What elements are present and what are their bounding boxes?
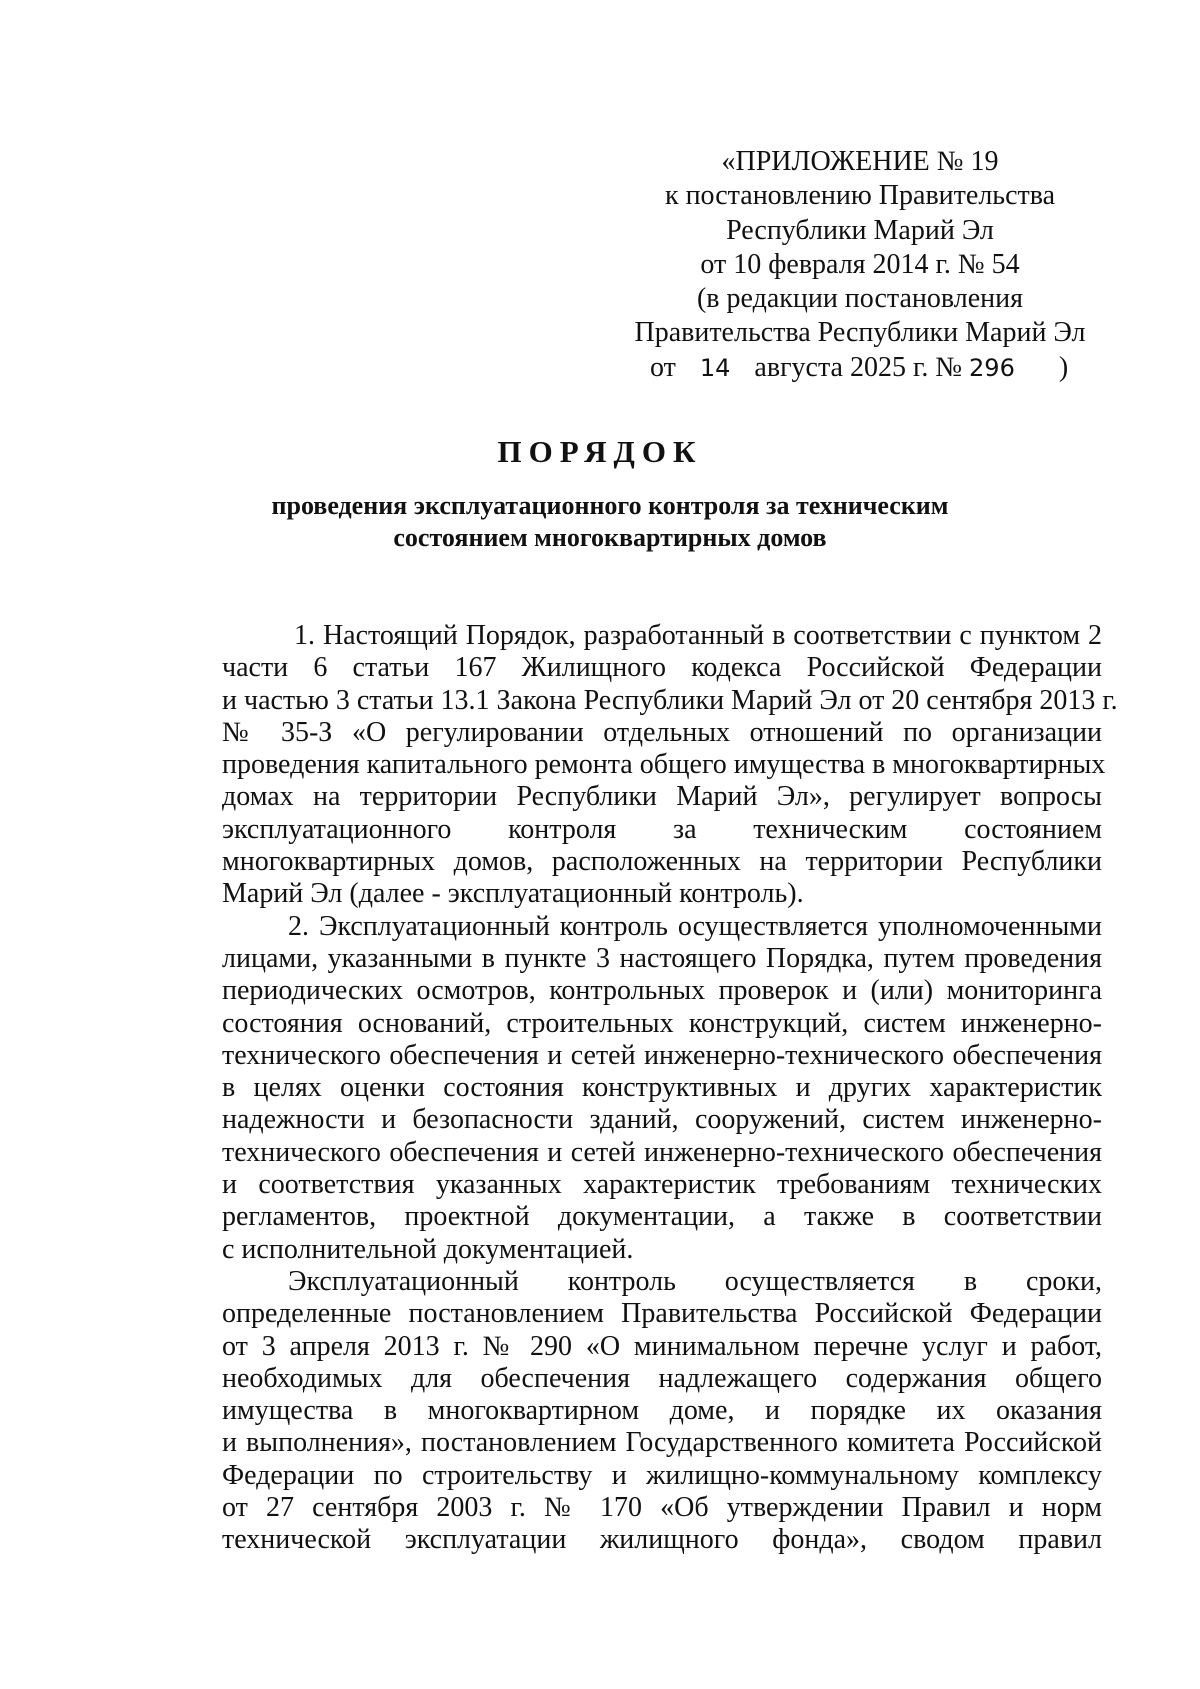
body-line: Эксплуатационный контроль осуществляется в сроки, <box>288 1265 1102 1297</box>
document-subtitle <box>200 490 1020 554</box>
appendix-republic: Республики Марий Эл <box>726 214 994 246</box>
body-line: определенные постановлением Правительства Российской Федерации <box>222 1298 1102 1330</box>
body-line: домах на территории Республики Марий Эл», регулирует вопросы <box>222 781 1102 813</box>
body-line: с исполнительной документацией. <box>222 1233 634 1265</box>
subtitle-line: проведения эксплуатационного контроля за техническим <box>271 491 949 520</box>
body-line: проведения капитального ремонта общего имущества в многоквартирных <box>222 749 1106 781</box>
body-line: технической эксплуатации жилищного фонда», сводом правил <box>222 1524 1102 1556</box>
body-line: № 35-З «О регулировании отдельных отношений по организации <box>222 716 1102 748</box>
document-title: ПОРЯДОК <box>497 434 703 469</box>
body-line: многоквартирных домов, расположенных на территории Республики <box>222 846 1102 878</box>
body-line: части 6 статьи 167 Жилищного кодекса Российской Федерации <box>222 652 1102 684</box>
body-line: эксплуатационного контроля за техническим состоянием <box>222 813 1102 845</box>
amendment-prefix: от <box>650 351 676 383</box>
appendix-header <box>620 145 1100 385</box>
body-line: надежности и безопасности зданий, сооружений, систем инженерно- <box>222 1104 1102 1136</box>
appendix-title: «ПРИЛОЖЕНИЕ № 19 <box>721 146 999 177</box>
body-line: периодических осмотров, контрольных проверок и (или) мониторинга <box>222 975 1102 1007</box>
body-line: состояния оснований, строительных конструкций, систем инженерно- <box>222 1007 1102 1039</box>
amendment-day: 14 <box>699 353 731 382</box>
body-line: Федерации по строительству и жилищно-коммунальному комплексу <box>222 1459 1102 1491</box>
appendix-government: Правительства Республики Марий Эл <box>634 317 1086 349</box>
amendment-month-year: августа 2025 г. № <box>754 351 963 383</box>
body-line: от 27 сентября 2003 г. № 170 «Об утверждении Правил и норм <box>222 1492 1102 1524</box>
body-line: и выполнения», постановлением Государственного комитета Российской <box>222 1427 1102 1459</box>
document-body <box>222 620 1118 1557</box>
body-line: технического обеспечения и сетей инженерно-технического обеспечения <box>222 1039 1102 1071</box>
body-line: Марий Эл (далее - эксплуатационный контроль). <box>222 878 804 910</box>
subtitle-line: состоянием многоквартирных домов <box>393 523 827 552</box>
body-line: регламентов, проектной документации, а также в соответствии <box>222 1201 1102 1233</box>
appendix-amendment-date <box>620 351 1100 385</box>
amendment-number: 296 <box>969 353 1015 382</box>
appendix-edition: (в редакции постановления <box>696 283 1024 315</box>
body-line: необходимых для обеспечения надлежащего содержания общего <box>222 1362 1102 1394</box>
body-line: 2. Эксплуатационный контроль осуществляется уполномоченными <box>288 910 1102 942</box>
appendix-date: от 10 февраля 2014 г. № 54 <box>700 248 1020 280</box>
body-line: от 3 апреля 2013 г. № 290 «О минимальном перечне услуг и работ, <box>222 1330 1102 1362</box>
body-line: и частью 3 статьи 13.1 Закона Республики Марий Эл от 20 сентября 2013 г. <box>222 684 1118 716</box>
body-line: в целях оценки состояния конструктивных и других характеристик <box>222 1072 1102 1104</box>
body-line: 1. Настоящий Порядок, разработанный в соответствии с пунктом 2 <box>294 620 1102 651</box>
body-line: и соответствия указанных характеристик требованиям технических <box>222 1169 1102 1201</box>
body-line: лицами, указанными в пункте 3 настоящего Порядка, путем проведения <box>222 942 1102 974</box>
appendix-reference: к постановлению Правительства <box>664 180 1056 212</box>
body-line: технического обеспечения и сетей инженерно-технического обеспечения <box>222 1136 1102 1168</box>
amendment-suffix: ) <box>1058 351 1069 383</box>
body-line: имущества в многоквартирном доме, и порядке их оказания <box>222 1395 1102 1427</box>
